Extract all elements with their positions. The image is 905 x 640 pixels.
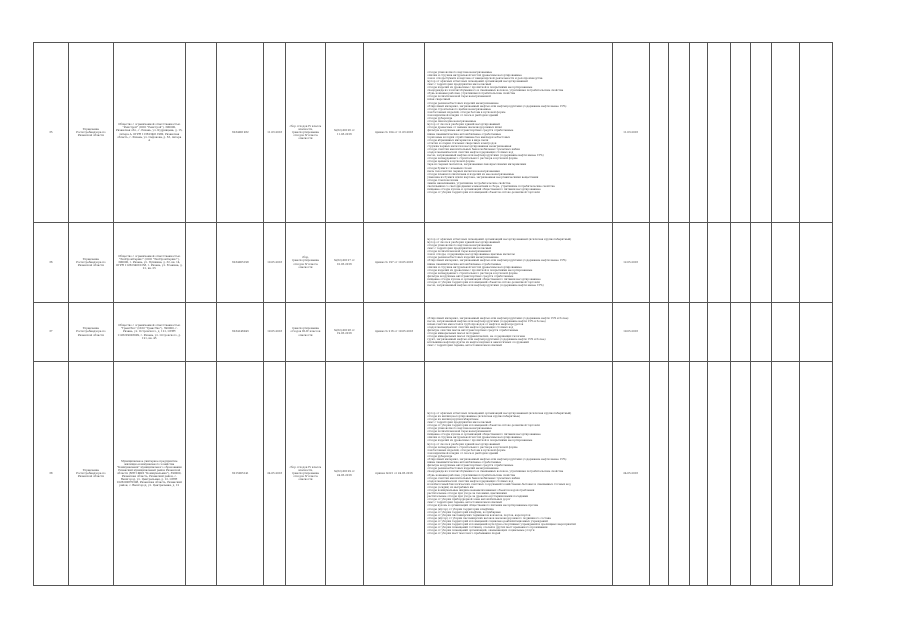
waste-item: спецодежда из хлопчатобумажного и смешанных волокон, утратившая потребительские свойства bbox=[427, 89, 564, 93]
agency-cell: Управление Роспотребнадзора по Рязанской области bbox=[68, 303, 113, 362]
empty-cell bbox=[185, 223, 217, 303]
row-number-cell: 38 bbox=[34, 362, 69, 586]
waste-item: отходы от уборки помещений гостиниц, отелей и других мест временного проживания bbox=[427, 526, 548, 530]
waste-item: песок, загрязненный нефтью или нефтепродуктами (содержание нефти менее 15%) bbox=[427, 154, 544, 158]
waste-item: тормозные колодки отработанные без накладок асбестовых bbox=[427, 135, 510, 139]
empty-cell bbox=[750, 43, 772, 223]
empty-cell bbox=[772, 223, 800, 303]
waste-item: отходы полиэтиленовой тары незагрязненной bbox=[427, 250, 491, 254]
waste-item: шины пневматические автомобильные отработанные bbox=[427, 132, 502, 136]
empty-cell bbox=[669, 223, 689, 303]
waste-item: отходы от уборки территории и помещений объектов оптово-розничной торговли bbox=[427, 281, 540, 285]
inn-cell: 6234005198 bbox=[217, 223, 264, 303]
waste-item: отходы (мусор) от уборки пассажирских вагонов железнодорожного подвижного состава bbox=[427, 516, 551, 520]
waste-item: ил избыточный биологических очистных сооружений хозяйственно-бытовых и смешанных сточных вод bbox=[427, 482, 571, 486]
waste-item: отходы полиэтиленовой тары незагрязненной bbox=[427, 95, 491, 99]
waste-item: отходы цемента в кусковой форме bbox=[427, 160, 475, 164]
waste-item: лом бетонных изделий, отходы бетона в кусковой форме bbox=[427, 110, 506, 114]
waste-item: шлам очистки емкостей и трубопроводов от нефти и нефтепродуктов bbox=[427, 322, 524, 326]
empty-cell bbox=[707, 223, 731, 303]
waste-item: отходы рубероида bbox=[427, 454, 453, 458]
waste-item: отходы затвердевшего строительного раствора в кусковой форме bbox=[427, 445, 518, 449]
waste-item: отходы от уборки пассажирских терминалов вокзалов, портов, аэропортов bbox=[427, 513, 531, 517]
waste-item: растительные отходы при уходе за газонами, цветниками bbox=[427, 492, 508, 496]
agency-cell: Управление Роспотребнадзора по Рязанской области bbox=[68, 223, 113, 303]
waste-item: фильтры воздушные автотранспортных средств отработанные bbox=[427, 464, 514, 468]
waste-item: светильники со светодиодными элементами в сборе, утратившие потребительские свойства bbox=[427, 185, 555, 189]
activity-cell: транспортирование отходов III-IV классов опасности bbox=[285, 303, 325, 362]
waste-item: отходы изделий из древесины с пропиткой и покрытиями несортированные bbox=[427, 86, 533, 90]
empty-cell bbox=[649, 303, 668, 362]
waste-item: отходы от уборки мест массового пребывания людей bbox=[427, 532, 501, 536]
waste-item: отходы коммунальные жидкие неканализованных объектов водопотребления bbox=[427, 488, 535, 492]
waste-item: отходы очистки накопительных баков мобильных туалетных кабин bbox=[427, 147, 520, 151]
waste-item: отходы строительного щебня незагрязненные bbox=[427, 107, 491, 111]
table-row bbox=[34, 43, 833, 223]
waste-item: отходы от уборки территорий и помещений социально-реабилитационных учреждений bbox=[427, 519, 548, 523]
waste-item: опилки и стружка натуральной чистой древесины несортированные bbox=[427, 73, 522, 77]
waste-item: мусор от сноса и разборки зданий несортированный bbox=[427, 123, 500, 127]
order-cell: приказ № 216 от 19.05.2016 bbox=[363, 303, 424, 362]
row-number-cell: 36 bbox=[34, 223, 69, 303]
waste-item: смет с территории гаража, автостоянки малоопасный bbox=[427, 501, 503, 505]
order-cell: приказ №221 от 24.05.2016 bbox=[363, 362, 424, 586]
inn-cell: 6234146043 bbox=[217, 303, 264, 362]
empty-cell bbox=[689, 223, 707, 303]
activity-cell: сбор отходов IV класса опасности, транспортирование отходов IV класса опасности bbox=[285, 43, 325, 223]
waste-list-cell bbox=[425, 362, 612, 586]
empty-cell bbox=[731, 303, 750, 362]
empty-cell bbox=[772, 362, 800, 586]
waste-item: остатки и огарки стальных сварочных электродов bbox=[427, 141, 497, 145]
empty-cell bbox=[689, 362, 707, 586]
waste-item: мусор от офисных и бытовых помещений организаций несортированный (исключая крупногабаритный) bbox=[427, 411, 572, 415]
waste-item: отходы минеральных масел гидравлических, не содержащих галогены bbox=[427, 335, 526, 339]
empty-cell bbox=[800, 223, 833, 303]
empty-cell bbox=[707, 43, 731, 223]
empty-cell bbox=[731, 223, 750, 303]
waste-item: отходы упаковочного картона незагрязненные bbox=[427, 427, 493, 431]
waste-item: отходы затвердевшего строительного раствора в кусковой форме bbox=[427, 157, 518, 161]
reg-date-cell: 19.05.2016 bbox=[264, 303, 286, 362]
activity-cell: сбор, транспортирование отходов IV класса опасности bbox=[285, 223, 325, 303]
waste-item: лампы накаливания, утратившие потребительские свойства bbox=[427, 182, 511, 185]
waste-item: отходы от уборки прибордюрной зоны автомобильных дорог bbox=[427, 498, 511, 502]
waste-item: шлак сварочный bbox=[427, 98, 451, 102]
waste-item: мусор от сноса и разборки зданий несортированный bbox=[427, 442, 500, 446]
reg-date-cell: 10.05.2016 bbox=[264, 223, 286, 303]
waste-item: отходы (осадки) из выгребных ям bbox=[427, 485, 474, 489]
waste-item: обтирочный материал, загрязненный нефтью или нефтепродуктами (содержание нефти менее 15%) bbox=[427, 104, 567, 108]
empty-cell bbox=[772, 303, 800, 362]
empty-cell bbox=[185, 303, 217, 362]
empty-cell bbox=[185, 362, 217, 586]
empty-cell bbox=[731, 43, 750, 223]
empty-cell bbox=[800, 362, 833, 586]
agency-cell: Управление Роспотребнадзора по Рязанской области bbox=[68, 362, 113, 586]
waste-item: стружка черных металлов несортированная незагрязненная bbox=[427, 144, 512, 148]
waste-item: отходы от уборки территории и помещений объектов оптово-розничной торговли bbox=[427, 191, 540, 195]
waste-item: обтирочный материал, загрязненный нефтью или нефтепродуктами (содержание нефти менее 15%) bbox=[427, 458, 567, 462]
waste-item: отходы изделий из древесины с пропиткой и покрытиями несортированные bbox=[427, 268, 533, 272]
waste-item: отходы от уборки территорий и помещений культурно-спортивных учреждений и зрелищных мероприятий bbox=[427, 523, 576, 526]
waste-item: отходы абразивных материалов в виде пыли bbox=[427, 138, 489, 142]
waste-item: обувь кожаная рабочая, утратившая потребительские свойства bbox=[427, 92, 516, 96]
reg-date-cell: 11.03.2016 bbox=[264, 43, 286, 223]
company-cell: Общество с ограниченной ответственностью "Ремстрой" (ООО "Ремстрой"), 390000, Рязанская обл., г. Рязань, ул. Кудрявцева, д. 15, литера А, ОГРН 1136234011980, Рязанская область, г. Рязань, ул. Сафонова, д. 53, литера А bbox=[113, 43, 185, 223]
empty-cell bbox=[649, 362, 668, 586]
company-cell: Общество с ограниченной ответственностью "ТрансЭко" (ООО "ТрансЭко"), 390000, г. Рязань, ул. Островского, д. 121, ОГРН 1126229003909, г. Рязань, ул. Островского, д. 121, кв. 45 bbox=[113, 303, 185, 362]
waste-item: шины пневматические автомобильные отработанные bbox=[427, 461, 502, 465]
empty-cell bbox=[649, 43, 668, 223]
waste-item: мусор от офисных и бытовых помещений организаций несортированный bbox=[427, 79, 528, 83]
waste-item: лом и отходы бумаги и картона от канцелярской деятельности и делопроизводства bbox=[427, 76, 543, 80]
waste-item: лом бетонных изделий, отходы бетона в кусковой форме bbox=[427, 448, 506, 452]
waste-item: отходы минеральных масел моторных bbox=[427, 332, 480, 335]
license-cell: №(62)-00127 от 10.05.2016 bbox=[325, 223, 363, 303]
waste-item: отходы из жилищ несортированные (исключая крупногабаритные) bbox=[427, 414, 521, 418]
reg-date-cell: 24.05.2016 bbox=[264, 362, 286, 586]
waste-item: грунт, загрязненный нефтью или нефтепродуктами (содержание нефти 15% и более) bbox=[427, 338, 546, 342]
waste-item: лом кирпичной кладки от сноса и разборки зданий bbox=[427, 451, 499, 455]
table-row bbox=[34, 223, 833, 303]
license-cell: №(62)-00126 от 11.03.2016 bbox=[325, 43, 363, 223]
empty-cell bbox=[707, 362, 731, 586]
waste-item: смет с территории предприятия малоопасный bbox=[427, 420, 492, 424]
table-row bbox=[34, 303, 833, 362]
empty-cell bbox=[669, 43, 689, 223]
empty-cell bbox=[800, 43, 833, 223]
waste-item: смет с территории гаража, автостоянки малоопасный bbox=[427, 344, 503, 348]
empty-cell bbox=[750, 303, 772, 362]
waste-item: упаковка из бумаги и/или картона, загрязненная неорганическими веществами bbox=[427, 175, 539, 179]
order-cell: приказ № 104 от 11.03.2016 bbox=[363, 43, 424, 223]
waste-item: отходы бумаги с клеевым слоем bbox=[427, 166, 472, 170]
waste-item: фильтры воздушные автотранспортных средств отработанные bbox=[427, 129, 514, 133]
waste-item: обтирочный материал, загрязненный нефтью или нефтепродуктами (содержание нефти менее 15%) bbox=[427, 259, 567, 263]
waste-item: осадок механической очистки нефтесодержащих сточных вод bbox=[427, 151, 514, 155]
license-cell: №(62)-00129 от 24.05.2016 bbox=[325, 362, 363, 586]
company-cell: Общество с ограниченной ответственностью "ЭкоПромСервис" (ООО "ЭкоПромСервис"), 390000, г. Рязань, ул. Пушкина, д. 32, кв. 14, ОГРН 1126234010258, г. Рязань, ул. Есенина, д. 21, кв. 25 bbox=[113, 223, 185, 303]
waste-item: шины пневматические автомобильные отработанные bbox=[427, 262, 502, 266]
waste-item: отходы линолеума незагрязненные bbox=[427, 120, 477, 124]
empty-cell bbox=[185, 43, 217, 223]
waste-item: отходы резиноасбестовых изделий незагрязненные bbox=[427, 256, 499, 260]
row-number-cell: 35 bbox=[34, 43, 69, 223]
inn-cell: 6234001932 bbox=[217, 43, 264, 223]
waste-item: мусор от офисных и бытовых помещений организаций несортированный (исключая крупногабаритный) bbox=[427, 237, 572, 241]
waste-item: отходы из жилищ крупногабаритные bbox=[427, 417, 479, 421]
empty-cell bbox=[669, 362, 689, 586]
waste-item: отходы затвердевшего строительного раствора в кусковой форме bbox=[427, 271, 518, 275]
empty-cell bbox=[689, 303, 707, 362]
waste-item: отходы (мусор) от уборки территории кладбища bbox=[427, 507, 494, 511]
date-cell: 11.03.2016 bbox=[612, 43, 649, 223]
date-cell: 19.05.2016 bbox=[612, 303, 649, 362]
row-number-cell: 37 bbox=[34, 303, 69, 362]
table-row bbox=[34, 362, 833, 586]
empty-cell bbox=[731, 362, 750, 586]
empty-cell bbox=[689, 43, 707, 223]
license-register-table bbox=[33, 42, 833, 586]
waste-item: отходы от уборки территорий кладбищ, колумбариев bbox=[427, 510, 501, 514]
waste-item: мусор от сноса и разборки зданий несортированный bbox=[427, 240, 500, 244]
waste-item: осадок механической очистки нефтесодержащих сточных вод bbox=[427, 479, 514, 483]
agency-cell: Управление Роспотребнадзора по Рязанской области bbox=[68, 43, 113, 223]
waste-item: отходы полиэтиленовой тары незагрязненной bbox=[427, 430, 491, 434]
date-cell: 24.05.2016 bbox=[612, 362, 649, 586]
license-cell: №(62)-00128 от 19.05.2016 bbox=[325, 303, 363, 362]
waste-item: обтирочный материал, загрязненный нефтью или нефтепродуктами (содержание нефти 15% и более) bbox=[427, 316, 569, 320]
empty-cell bbox=[750, 362, 772, 586]
waste-item: отходы изделий из древесины с пропиткой и покрытиями несортированные bbox=[427, 439, 533, 443]
waste-item: обувь кожаная рабочая, утратившая потребительские свойства bbox=[427, 473, 516, 477]
waste-list-cell bbox=[425, 303, 612, 362]
waste-item: отходы упаковочного картона незагрязненные bbox=[427, 70, 493, 74]
waste-item: смет с территории предприятия малоопасный bbox=[427, 83, 492, 86]
waste-item: отходы рубероида bbox=[427, 117, 453, 121]
waste-item: лом кирпичной кладки от сноса и разборки зданий bbox=[427, 113, 499, 117]
waste-item: пищевые отходы кухонь и организаций общественного питания несортированные bbox=[427, 188, 541, 192]
empty-cell bbox=[750, 223, 772, 303]
waste-item: отходы от уборки территории и помещений объектов оптово-розничной торговли bbox=[427, 424, 540, 427]
waste-item: лом и отходы, содержащие несортированные цветные металлы bbox=[427, 253, 515, 257]
waste-item: смет с территории предприятия малоопасный bbox=[427, 247, 492, 251]
empty-cell bbox=[669, 303, 689, 362]
waste-item: всплывшие нефтепродукты из нефтеловушек и аналогичных сооружений bbox=[427, 341, 529, 345]
empty-cell bbox=[772, 43, 800, 223]
waste-item: пищевые отходы кухонь и организаций общественного питания несортированные bbox=[427, 277, 541, 281]
waste-item: растительные отходы при уходе за древесно-кустарниковыми посадками bbox=[427, 495, 529, 499]
waste-list-cell bbox=[425, 223, 612, 303]
waste-item: опилки и стружка натуральной чистой древесины несортированные bbox=[427, 436, 522, 440]
waste-item: отходы стекловолокна bbox=[427, 178, 459, 182]
waste-item: отходы упаковочного картона незагрязненные bbox=[427, 243, 493, 247]
waste-item: пыль газоочистки черных металлов незагрязненная bbox=[427, 169, 500, 173]
waste-item: тара из черных металлов, загрязненная лакокрасочными материалами bbox=[427, 163, 527, 167]
waste-item: осадок механической очистки нефтесодержащих сточных вод bbox=[427, 325, 514, 329]
empty-cell bbox=[800, 303, 833, 362]
waste-item: отходы пленки полиэтилена и изделий из нее незагрязненные bbox=[427, 172, 515, 176]
inn-cell: 6215005141 bbox=[217, 362, 264, 586]
company-cell: Муниципальное унитарное предприятие жилищно-коммунального хозяйства "Коммунальник" муниципального образования Рязанский муниципальный район Рязанской области (МУП ЖКХ "Коммунальник"), 390000, Рязанская область, Рязанский район, с. Вышгород, ул. Центральная, д. 12, ОГРН 1026200870398, Рязанская область, Рязанский район, с. Вышгород, ул. Центральная, д. 12 bbox=[113, 362, 185, 586]
waste-item: фильтры очистки масла автотранспортных средств отработанные bbox=[427, 328, 519, 332]
waste-item: пищевые отходы кухонь и организаций общественного питания несортированные bbox=[427, 433, 541, 437]
waste-item: отходы кухонь и организаций общественного питания несортированные прочие bbox=[427, 504, 539, 508]
waste-item: отходы от уборки помещений организаций, оказывающих социальные услуги bbox=[427, 529, 535, 533]
waste-item: отходы древесные от замены железнодорожных шпал bbox=[427, 126, 503, 130]
activity-cell: сбор отходов IV класса опасности, транспортирование отходов IV класса опасности bbox=[285, 362, 325, 586]
waste-item: фильтры воздушные автотранспортных средств отработанные bbox=[427, 274, 514, 278]
waste-item: отходы резиноасбестовых изделий незагрязненные bbox=[427, 467, 499, 471]
empty-cell bbox=[649, 223, 668, 303]
waste-list-cell bbox=[425, 43, 612, 223]
waste-item: отходы очистки накопительных баков мобильных туалетных кабин bbox=[427, 476, 520, 480]
waste-item: спецодежда из хлопчатобумажного и смешанных волокон, утратившая потребительские свойства bbox=[427, 470, 564, 474]
waste-item: песок, загрязненный нефтью или нефтепродуктами (содержание нефти менее 15%) bbox=[427, 284, 544, 288]
date-cell: 12.05.2016 bbox=[612, 223, 649, 303]
waste-item: отходы резиноасбестовых изделий незагрязненные bbox=[427, 101, 499, 105]
empty-cell bbox=[707, 303, 731, 362]
waste-item: песок, загрязненный нефтью или нефтепродуктами (содержание нефти 15% и более) bbox=[427, 319, 546, 323]
waste-item: опилки и стружка натуральной чистой древесины несортированные bbox=[427, 265, 522, 269]
order-cell: приказ № 197 от 10.05.2016 bbox=[363, 223, 424, 303]
